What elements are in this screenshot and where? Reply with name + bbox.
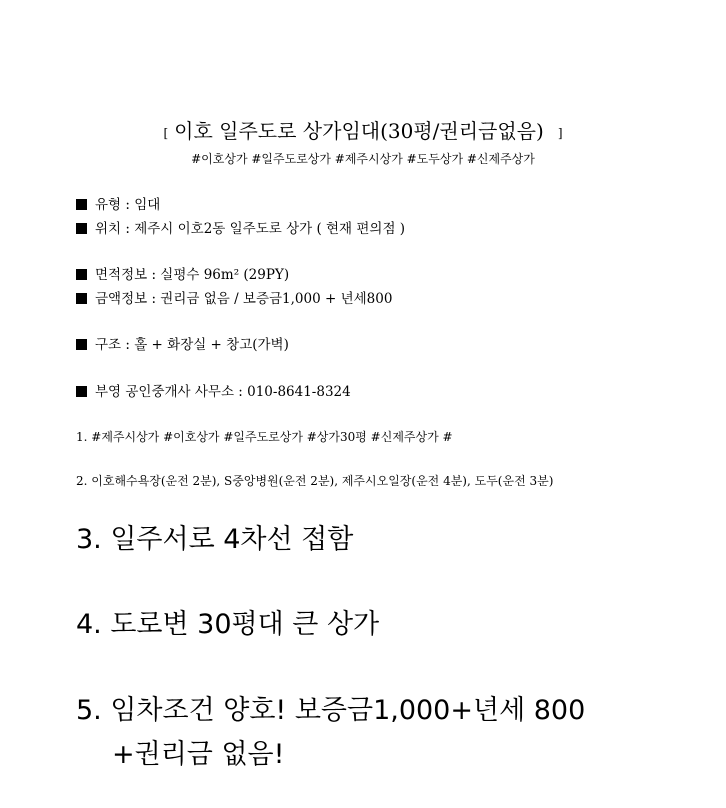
info-item-structure [76, 333, 289, 353]
title-text: 이호 일주도로 상가임대(30평/권리금없음) [174, 119, 544, 143]
point-5-line-2: +권리금 없음! [112, 739, 285, 770]
point-5-line-1: 5. 임차조건 양호! 보증금1,000+년세 800 [76, 695, 586, 726]
point-2: 2. 이호해수욕장(운전 2분), S중앙병원(운전 2분), 제주시오일장(운전 4분), 도두(운전 3분) [76, 474, 554, 488]
square-bullet-icon [76, 223, 87, 234]
square-bullet-icon [76, 386, 87, 397]
info-item-agency [76, 380, 351, 400]
info-text: 금액정보 : 권리금 없음 / 보증금1,000 + 년세800 [95, 291, 393, 307]
info-item-area [76, 263, 289, 283]
square-bullet-icon [76, 199, 87, 210]
info-text: 위치 : 제주시 이호2동 일주도로 상가 ( 현재 편의점 ) [95, 221, 406, 237]
info-item-type [76, 193, 160, 213]
point-1: 1. #제주시상가 #이호상가 #일주도로상가 #상가30평 #신제주상가 # [76, 430, 453, 444]
info-item-location [76, 217, 405, 237]
point-4: 4. 도로변 30평대 큰 상가 [76, 609, 380, 640]
info-text: 구조 : 홀 + 화장실 + 창고(가벽) [95, 337, 289, 353]
hashtag-line: #이호상가 #일주도로상가 #제주시상가 #도두상가 #신제주상가 [191, 152, 535, 166]
info-text: 유형 : 임대 [95, 197, 161, 213]
point-3: 3. 일주서로 4차선 접함 [76, 524, 354, 555]
info-text: 면적정보 : 실평수 96m² (29PY) [95, 267, 290, 283]
square-bullet-icon [76, 293, 87, 304]
listing-title [0, 115, 726, 144]
square-bullet-icon [76, 339, 87, 350]
title-close-bracket: ] [557, 125, 563, 140]
info-text: 부영 공인중개사 사무소 : 010-8641-8324 [95, 384, 351, 400]
info-item-price [76, 287, 392, 307]
square-bullet-icon [76, 269, 87, 280]
title-open-bracket: [ [163, 125, 169, 140]
